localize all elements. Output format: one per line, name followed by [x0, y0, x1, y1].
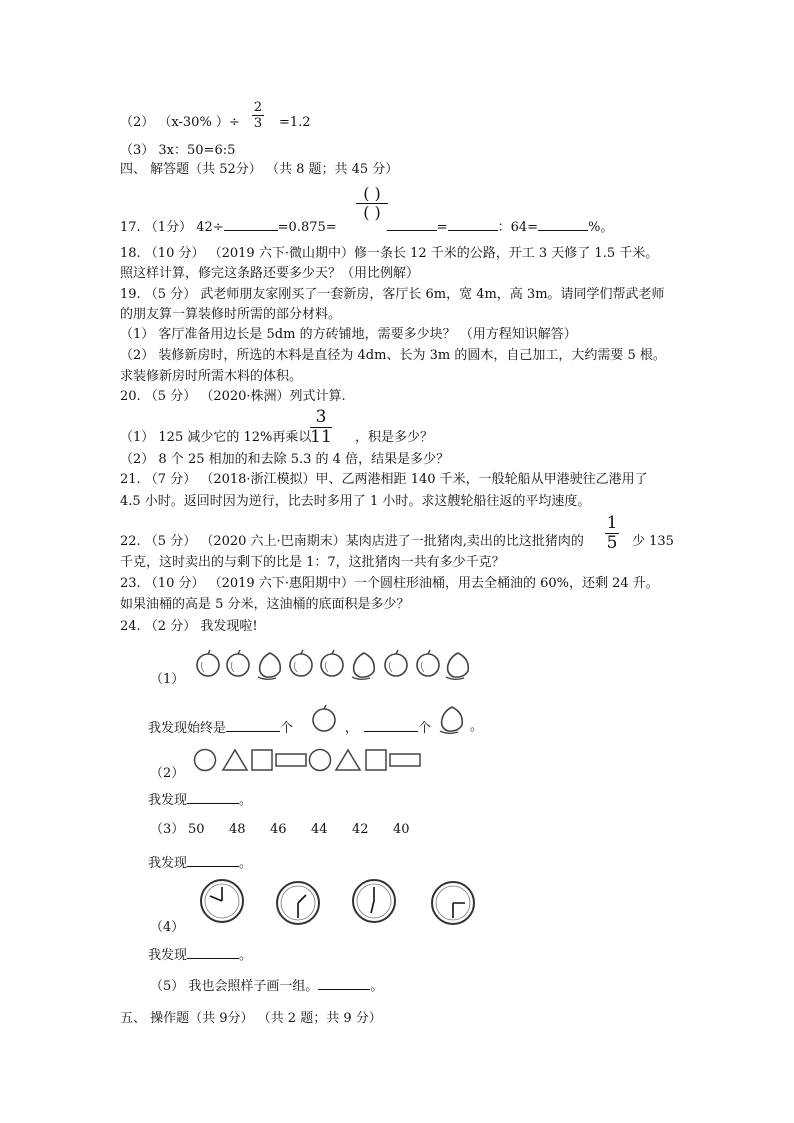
question-text: 个 [280, 721, 294, 736]
clock-icon [353, 880, 395, 922]
fraction-three-elevenths [310, 409, 332, 446]
question-text: 。 [239, 948, 253, 963]
question-21-line2: 4.5 小时。返回时因为逆行，比去时多用了 1 小时。求这艘轮船往返的平均速度。 [120, 494, 591, 509]
q24-part1-answer [148, 719, 293, 737]
peach-icon [258, 653, 280, 679]
answer-blank[interactable] [538, 218, 588, 231]
sequence-number: 44 [311, 822, 328, 837]
question-22-line1-end: 少 135 [632, 534, 674, 549]
fraction-one-fifth [605, 515, 619, 552]
question-17 [120, 218, 613, 236]
q24-part2-label: （2） [150, 766, 185, 781]
sequence-number: 46 [270, 822, 287, 837]
question-text: （5） 我也会照样子画一组。 [150, 979, 319, 994]
q24-part4-label: （4） [150, 920, 185, 935]
apple-icon [227, 650, 249, 676]
section-4-heading: 四、 解答题（共 52分） （共 8 题；共 45 分） [120, 162, 399, 177]
question-18-line2: 照这样计算，修完这条路还要多少天？（用比例解） [120, 266, 420, 281]
sequence-number: 48 [229, 822, 246, 837]
answer-blank[interactable] [187, 791, 239, 804]
answer-blank[interactable] [187, 946, 239, 959]
equation-result: =1.2 [279, 115, 311, 130]
q24-part3-sequence [150, 822, 434, 838]
question-19-sub1: （1） 客厅准备用边长是 5dm 的方砖铺地，需要多少块？ （用方程知识解答） [120, 327, 577, 342]
answer-blank[interactable] [318, 977, 370, 990]
clock-icon [277, 882, 319, 924]
answer-blank[interactable] [226, 719, 280, 732]
q24-part3-answer [148, 854, 252, 872]
fraction-two-thirds [252, 101, 264, 130]
question-19-line1: 19. （5 分） 武老师朋友家刚买了一套新房，客厅长 6m，宽 4m，高 3m。请同学们帮武老师 [120, 287, 665, 302]
question-text: %。 [588, 220, 614, 235]
q24-part4-answer [148, 946, 252, 964]
question-20-sub2: （2） 8 个 25 相加的和去除 5.3 的 4 倍，结果是多少？ [120, 452, 450, 467]
fraction-numerator: 3 [315, 407, 327, 427]
question-19-sub2b: 求装修新房时所需木料的体积。 [120, 369, 303, 384]
square-icon [366, 750, 386, 770]
question-text: 17. （1分） 42÷ [120, 220, 224, 235]
fraction-denominator: ( ) [363, 203, 381, 222]
answer-blank[interactable] [387, 218, 437, 231]
section-5-heading: 五、 操作题（共 9分） （共 2 题；共 9 分） [120, 1011, 382, 1026]
fruit-sequence [190, 648, 480, 684]
question-19-sub2: （2） 装修新房时，所选的木料是直径为 4dm、长为 3m 的圆木，自己加工，大约需要 5 根。 [120, 348, 666, 363]
answer-blank[interactable] [187, 854, 239, 867]
question-text: 个 [418, 721, 432, 736]
peach-icon [446, 653, 468, 679]
fraction-numerator: 1 [606, 513, 618, 533]
question-text: =0.875= [277, 220, 337, 235]
square-icon [252, 750, 272, 770]
question-20-line1: 20. （5 分） （2020·株洲）列式计算. [120, 389, 346, 404]
sequence-number: 40 [393, 822, 410, 837]
question-18-line1: 18. （10 分） （2019 六下·微山期中）修一条长 12 千米的公路，开工 3 天修了 1.5 千米。 [120, 246, 659, 261]
clock-sequence [190, 878, 500, 928]
sequence-number: 42 [352, 822, 369, 837]
fraction-numerator: 2 [253, 100, 263, 115]
q24-part2-answer [148, 791, 252, 809]
q24-part3-label: （3） [150, 822, 185, 837]
q24-part1-answer-2 [345, 719, 431, 737]
question-text: 我发现 [148, 793, 188, 808]
q24-part1-label: （1） [150, 672, 185, 687]
apple-icon [290, 650, 312, 676]
rectangle-icon [390, 754, 420, 766]
apple-icon [321, 650, 343, 676]
triangle-icon [223, 750, 247, 770]
circle-icon [195, 750, 216, 771]
question-22-line1: 22. （5 分） （2020 六上·巴南期末）某肉店进了一批猪肉,卖出的比这批猪肉的 [120, 534, 584, 549]
question-text: ， [345, 721, 359, 736]
question-23-line1: 23. （10 分） （2019 六下·惠阳期中）一个圆柱形油桶，用去全桶油的 60%，还剩 24 升。 [120, 576, 659, 591]
question-23-line2: 如果油桶的高是 5 分米，这油桶的底面积是多少？ [120, 597, 410, 612]
answer-blank[interactable] [224, 218, 278, 231]
apple-icon [417, 650, 439, 676]
circle-icon [310, 750, 331, 771]
question-text: 我发现 [148, 948, 188, 963]
peach-icon [437, 704, 467, 734]
question-text: = [436, 220, 448, 235]
question-text: 我发现 [148, 856, 188, 871]
question-text: 。 [470, 719, 484, 734]
q24-part5 [150, 977, 383, 995]
question-22-line2: 千克，这时卖出的与剩下的比是 1：7，这批猪肉一共有多少千克？ [120, 555, 505, 570]
apple-icon [197, 650, 219, 676]
apple-icon [385, 650, 407, 676]
question-text: 。 [239, 856, 253, 871]
shape-sequence [190, 746, 430, 776]
fraction-denominator: 3 [253, 116, 263, 131]
question-text: ：64= [497, 220, 539, 235]
question-20-sub1: （1） 125 减少它的 12%再乘以 [120, 430, 312, 445]
triangle-icon [336, 750, 360, 770]
sequence-number: 50 [188, 822, 205, 837]
question-text: 。 [370, 979, 384, 994]
question-21-line1: 21. （7 分） （2018·浙江模拟）甲、乙两港相距 140 千米，一般轮船从甲港驶往乙港用了 [120, 472, 648, 487]
answer-blank[interactable] [448, 218, 498, 231]
question-text: 我发现始终是 [148, 721, 227, 736]
clock-icon [201, 880, 243, 922]
question-19-line2: 的朋友算一算装修时所需的部分材料。 [120, 307, 342, 322]
clock-icon [432, 882, 474, 924]
question-24-title: 24. （2 分） 我发现啦! [120, 619, 258, 634]
peach-icon [352, 653, 374, 679]
fraction-denominator: 5 [606, 533, 618, 553]
apple-icon [308, 704, 340, 734]
answer-blank[interactable] [364, 719, 418, 732]
q17-paren-fraction [356, 186, 388, 221]
equation-text: （2） （x-30% ）÷ [120, 115, 240, 130]
fraction-numerator: ( ) [363, 184, 381, 203]
equation-item-3: （3） 3x：50=6:5 [120, 143, 236, 158]
fraction-denominator: 11 [310, 427, 332, 447]
question-20-sub1-end: ，积是多少？ [355, 430, 434, 445]
rectangle-icon [276, 754, 306, 766]
equation-item-2 [120, 115, 240, 131]
question-text: 。 [239, 793, 253, 808]
